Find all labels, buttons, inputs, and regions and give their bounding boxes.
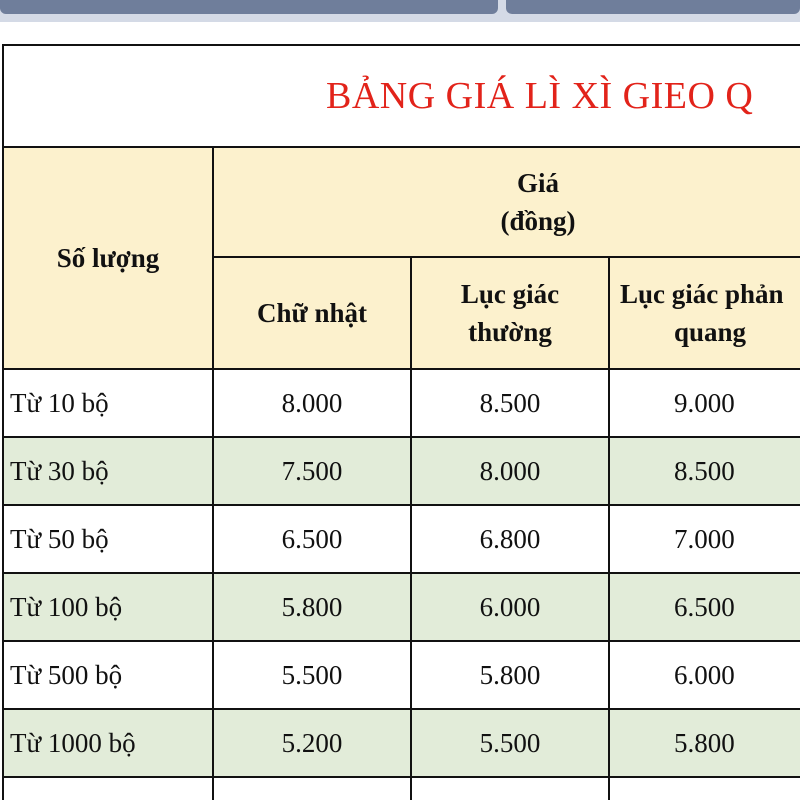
table-row bbox=[3, 437, 800, 505]
price-header-line1: Giá bbox=[516, 168, 559, 198]
column-header-rectangle bbox=[213, 257, 411, 369]
price-cell: 6.500 bbox=[213, 505, 411, 573]
price-cell-empty bbox=[213, 777, 411, 800]
price-cell-empty bbox=[411, 777, 609, 800]
column-header-label: Lục giác bbox=[460, 279, 560, 309]
price-header-line2: (đồng) bbox=[500, 206, 576, 236]
price-header bbox=[213, 147, 800, 257]
column-header-reflective-hexagon bbox=[609, 257, 800, 369]
quantity-cell: Từ 30 bộ bbox=[3, 437, 213, 505]
column-header-label: thường bbox=[468, 317, 552, 347]
top-bar bbox=[0, 0, 800, 22]
price-table bbox=[2, 44, 800, 800]
price-cell: 6.000 bbox=[609, 641, 800, 709]
quantity-cell: Từ 500 bộ bbox=[3, 641, 213, 709]
quantity-header-label: Số lượng bbox=[56, 243, 160, 273]
price-cell: 5.800 bbox=[609, 709, 800, 777]
price-cell: 5.500 bbox=[213, 641, 411, 709]
table-row bbox=[3, 641, 800, 709]
quantity-cell: Từ 50 bộ bbox=[3, 505, 213, 573]
price-cell: 5.500 bbox=[411, 709, 609, 777]
top-tab-right[interactable] bbox=[506, 0, 800, 14]
price-cell: 6.800 bbox=[411, 505, 609, 573]
column-header-hexagon bbox=[411, 257, 609, 369]
header-row-1 bbox=[3, 147, 800, 257]
table-row bbox=[3, 709, 800, 777]
title-row bbox=[3, 45, 800, 147]
price-cell: 5.200 bbox=[213, 709, 411, 777]
title-cell bbox=[3, 45, 800, 147]
price-cell: 7.000 bbox=[609, 505, 800, 573]
column-header-label: Lục giác phản bbox=[620, 279, 784, 309]
column-header-label: Chữ nhật bbox=[257, 298, 367, 328]
price-cell: 8.500 bbox=[411, 369, 609, 437]
quantity-cell: Từ 10 bộ bbox=[3, 369, 213, 437]
top-tab-left[interactable] bbox=[0, 0, 498, 14]
table-row bbox=[3, 505, 800, 573]
table-row bbox=[3, 369, 800, 437]
quantity-cell: Từ 100 bộ bbox=[3, 573, 213, 641]
table-row bbox=[3, 573, 800, 641]
column-header-label: quang bbox=[674, 317, 747, 347]
price-sheet bbox=[0, 44, 800, 800]
price-cell-empty bbox=[609, 777, 800, 800]
price-cell: 7.500 bbox=[213, 437, 411, 505]
price-cell: 5.800 bbox=[213, 573, 411, 641]
price-cell: 6.000 bbox=[411, 573, 609, 641]
quantity-cell: Từ 1000 bộ bbox=[3, 709, 213, 777]
price-cell: 8.000 bbox=[213, 369, 411, 437]
price-cell: 9.000 bbox=[609, 369, 800, 437]
table-row-partial bbox=[3, 777, 800, 800]
table-title: BẢNG GIÁ LÌ XÌ GIEO Q bbox=[326, 75, 754, 117]
quantity-header bbox=[3, 147, 213, 369]
quantity-cell-empty bbox=[3, 777, 213, 800]
price-cell: 5.800 bbox=[411, 641, 609, 709]
price-cell: 8.500 bbox=[609, 437, 800, 505]
price-cell: 8.000 bbox=[411, 437, 609, 505]
price-cell: 6.500 bbox=[609, 573, 800, 641]
